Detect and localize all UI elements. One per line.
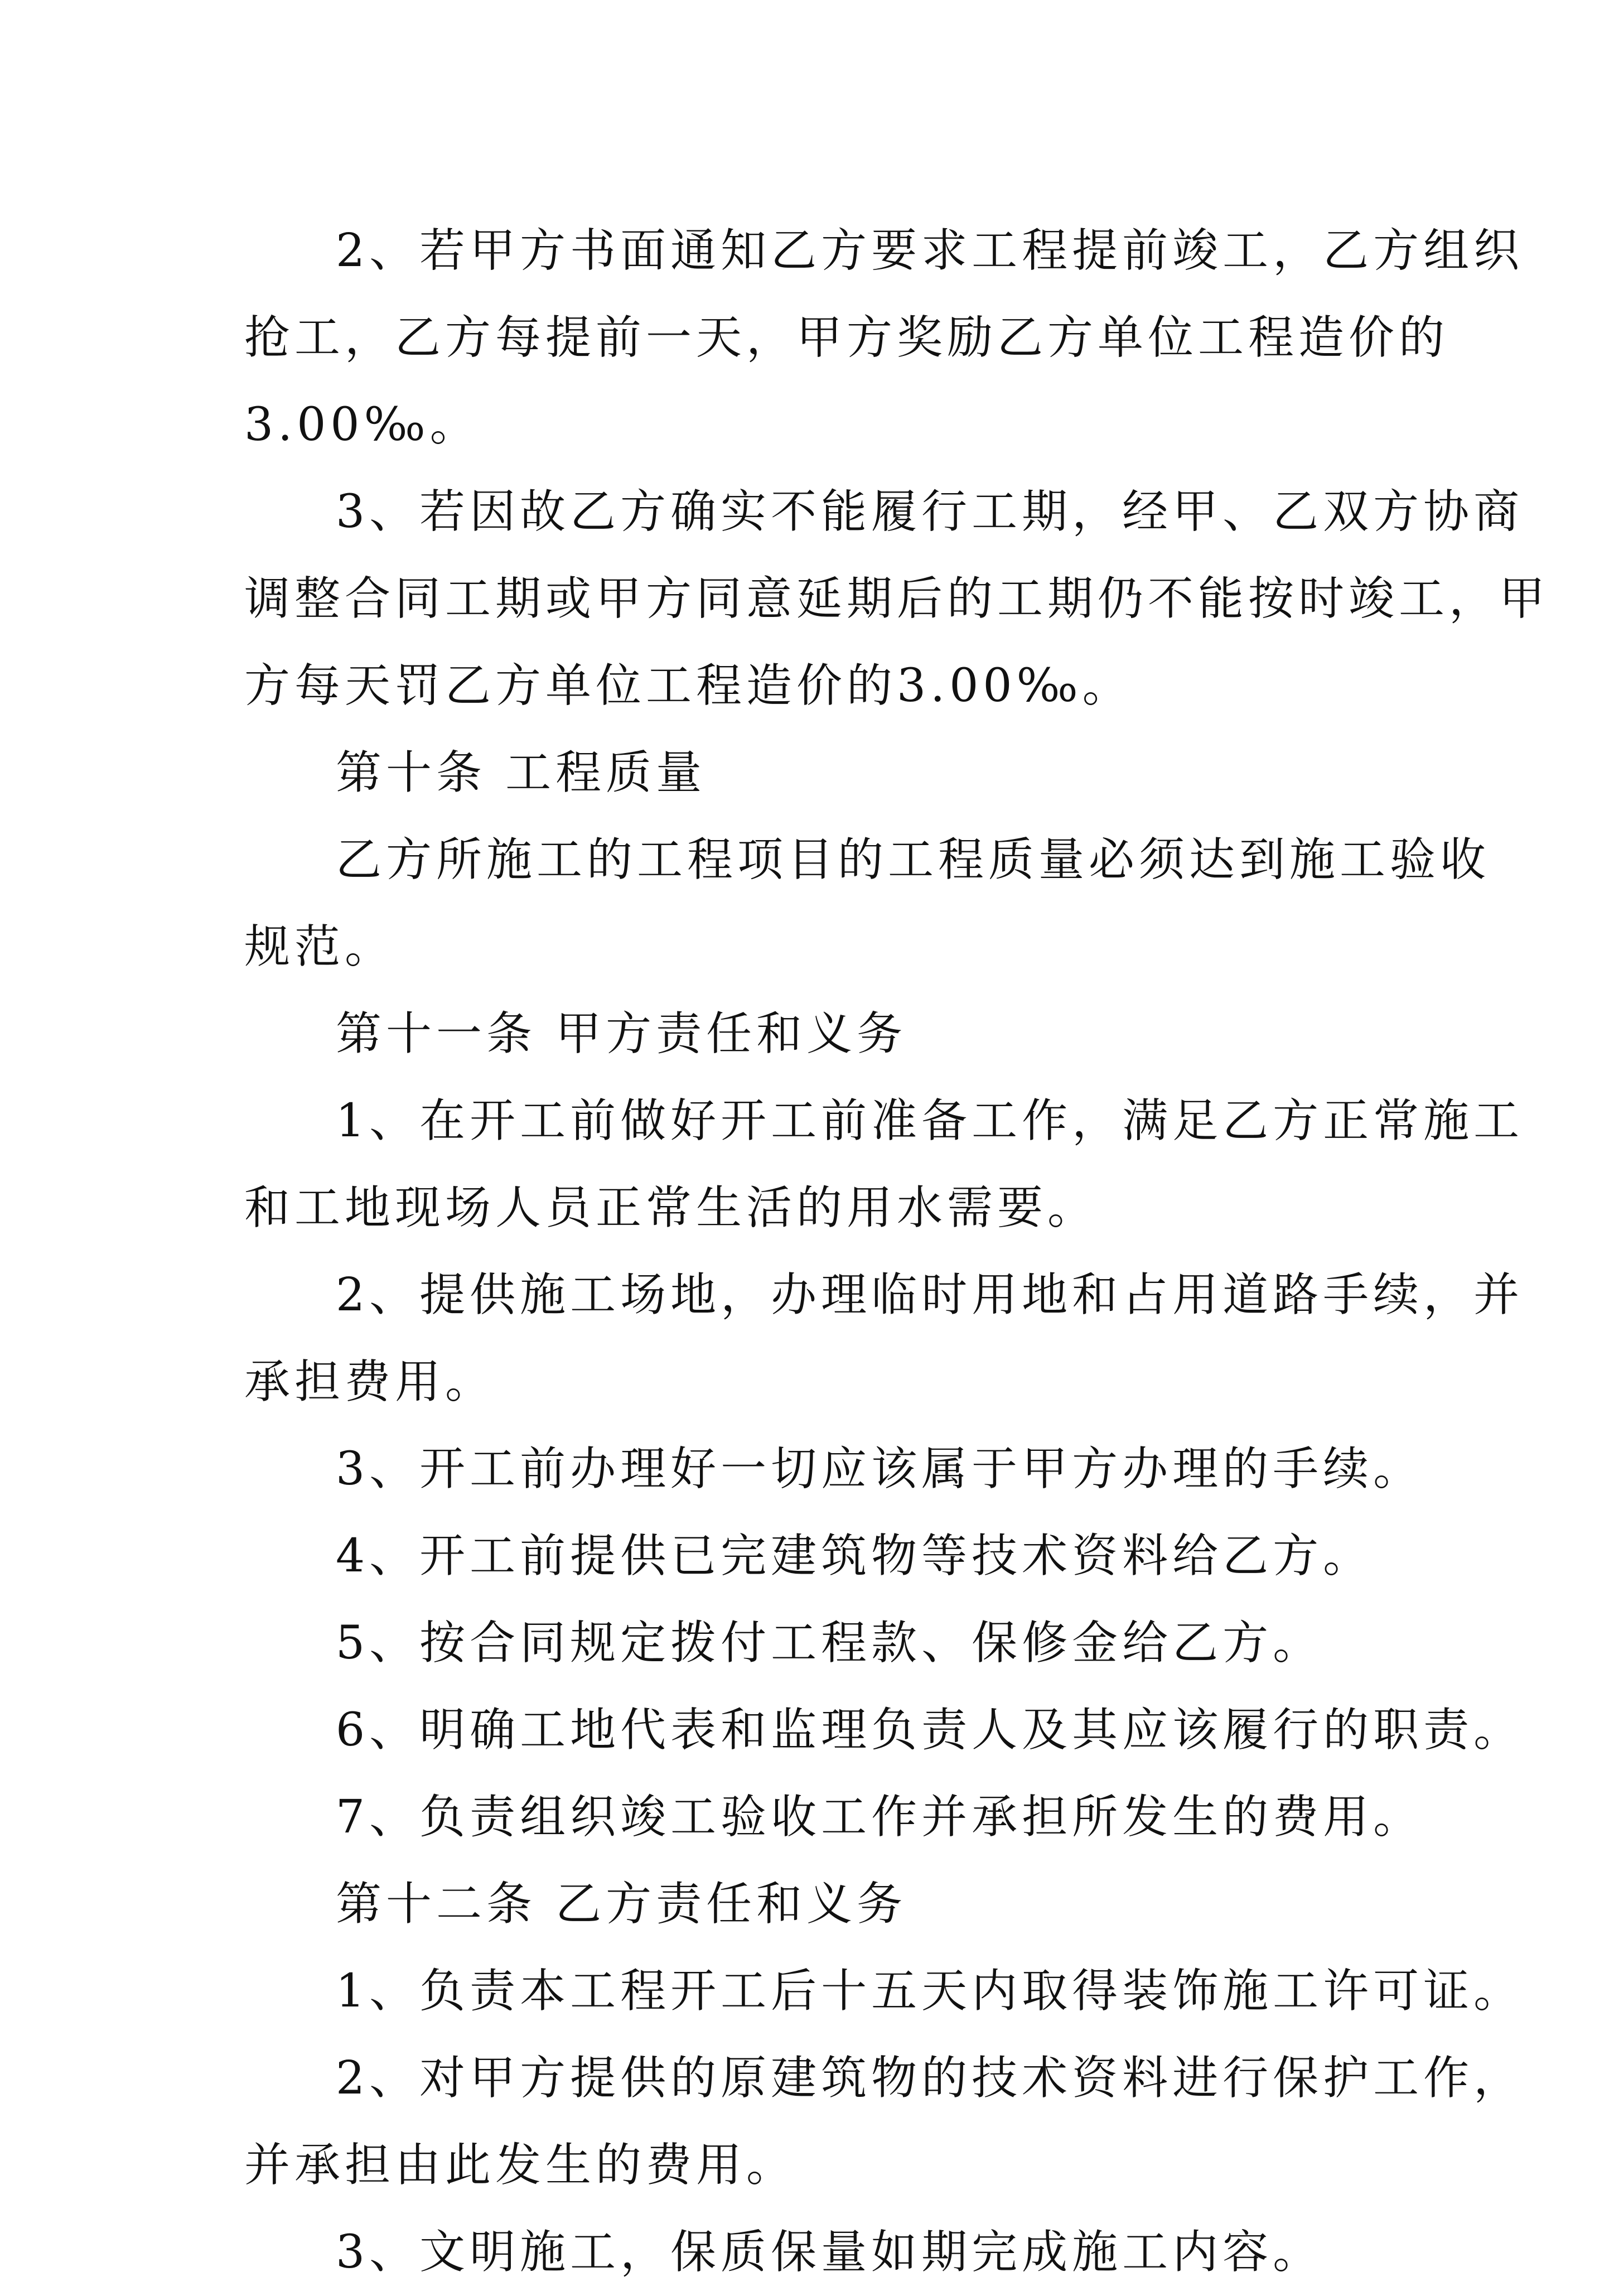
paragraph-2-line-1: 2、若甲方书面通知乙方要求工程提前竣工，乙方组织 bbox=[336, 224, 1524, 277]
paragraph-3-line-2: 调整合同工期或甲方同意延期后的工期仍不能按时竣工，甲 bbox=[244, 572, 1550, 625]
article-11-item-7: 7、负责组织竣工验收工作并承担所发生的费用。 bbox=[336, 1791, 1424, 1844]
article-12-item-2-line-2: 并承担由此发生的费用。 bbox=[244, 2139, 797, 2192]
article-11-item-6: 6、明确工地代表和监理负责人及其应该履行的职责。 bbox=[336, 1704, 1524, 1757]
article-11-heading: 第十一条 甲方责任和义务 bbox=[336, 1007, 907, 1060]
article-12-item-1: 1、负责本工程开工后十五天内取得装饰施工许可证。 bbox=[336, 1965, 1524, 2018]
paragraph-3-line-3: 方每天罚乙方单位工程造价的3.00‰。 bbox=[244, 659, 1133, 712]
article-11-item-2-line-2: 承担费用。 bbox=[244, 1356, 496, 1409]
article-11-item-3: 3、开工前办理好一切应该属于甲方办理的手续。 bbox=[336, 1443, 1424, 1496]
article-12-item-2-line-1: 2、对甲方提供的原建筑物的技术资料进行保护工作， bbox=[336, 2052, 1524, 2105]
article-11-item-1-line-1: 1、在开工前做好开工前准备工作，满足乙方正常施工 bbox=[336, 1094, 1524, 1147]
paragraph-2-line-3: 3.00‰。 bbox=[244, 398, 480, 451]
article-11-item-2-line-1: 2、提供施工场地，办理临时用地和占用道路手续，并 bbox=[336, 1268, 1524, 1321]
article-11-item-4: 4、开工前提供已完建筑物等技术资料给乙方。 bbox=[336, 1530, 1374, 1583]
article-12-heading: 第十二条 乙方责任和义务 bbox=[336, 1878, 907, 1931]
article-10-text-line-2: 规范。 bbox=[244, 920, 395, 973]
article-11-item-1-line-2: 和工地现场人员正常生活的用水需要。 bbox=[244, 1181, 1098, 1234]
article-10-heading: 第十条 工程质量 bbox=[336, 746, 707, 799]
article-12-item-3: 3、文明施工，保质保量如期完成施工内容。 bbox=[336, 2226, 1323, 2279]
article-10-text-line-1: 乙方所施工的工程项目的工程质量必须达到施工验收 bbox=[336, 833, 1491, 886]
paragraph-3-line-1: 3、若因故乙方确实不能履行工期，经甲、乙双方协商 bbox=[336, 485, 1524, 538]
document-body bbox=[244, 208, 1550, 2296]
article-11-item-5: 5、按合同规定拨付工程款、保修金给乙方。 bbox=[336, 1617, 1323, 1670]
paragraph-2-line-2: 抢工，乙方每提前一天，甲方奖励乙方单位工程造价的 bbox=[244, 311, 1449, 364]
